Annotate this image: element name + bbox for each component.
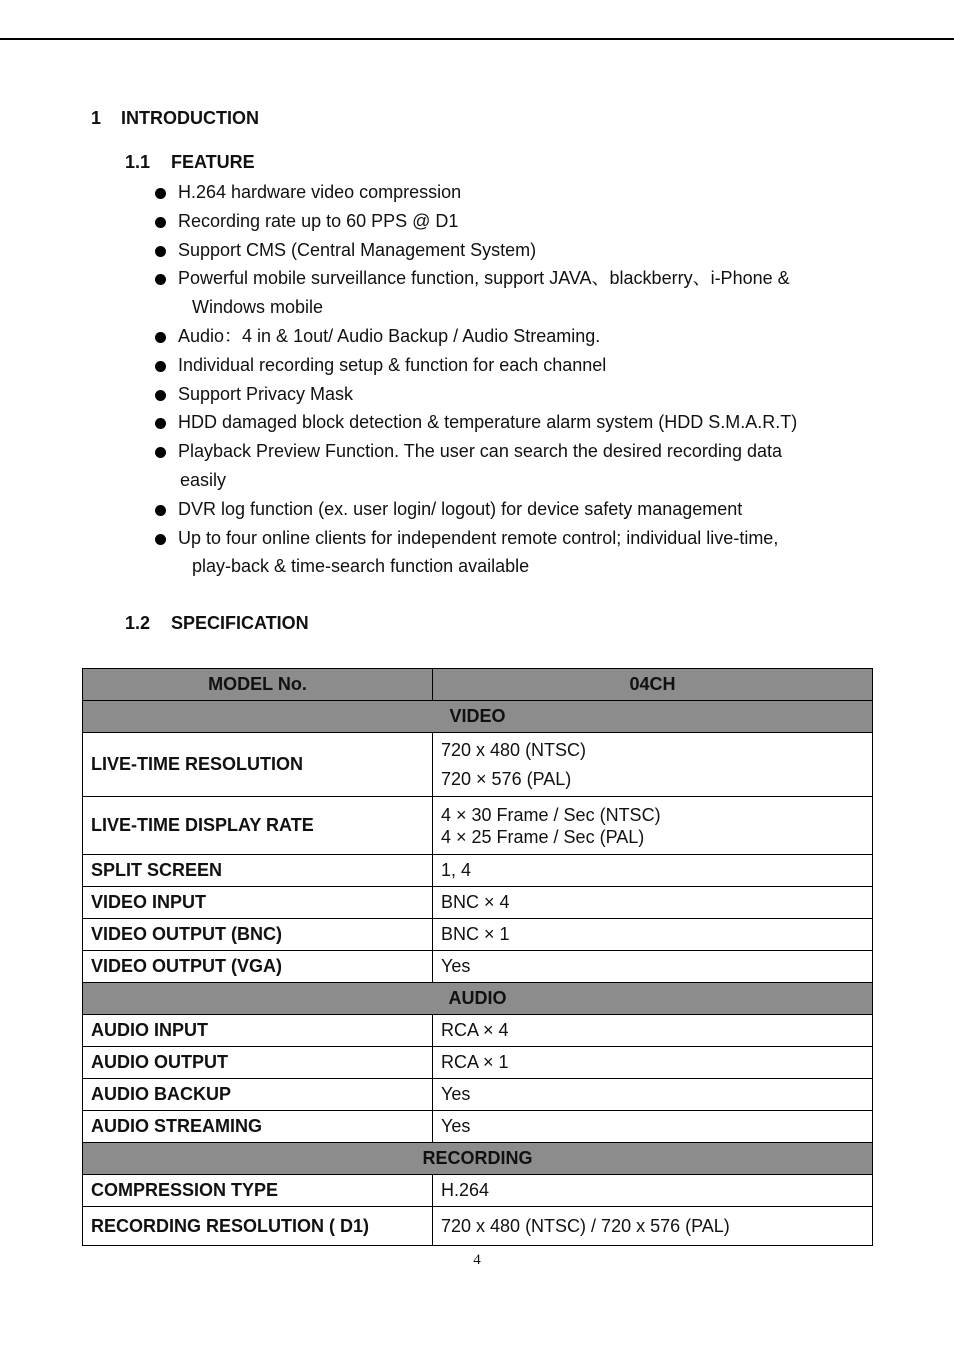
feature-item	[153, 264, 873, 322]
row-label: AUDIO INPUT	[83, 1015, 433, 1047]
bullet-icon	[155, 534, 166, 545]
feature-item	[153, 495, 873, 524]
page-number: 4	[473, 1252, 481, 1268]
row-value	[433, 733, 873, 797]
table-row	[83, 887, 873, 919]
section-audio: AUDIO	[83, 983, 873, 1015]
row-label: SPLIT SCREEN	[83, 855, 433, 887]
feature-item-text: Up to four online clients for independent remote control; individual live-time,	[178, 527, 779, 548]
row-value-line: 720 × 576 (PAL)	[441, 768, 572, 789]
row-label: VIDEO OUTPUT (VGA)	[83, 951, 433, 983]
feature-item	[153, 380, 873, 409]
table-section-row	[83, 1143, 873, 1175]
section-recording: RECORDING	[83, 1143, 873, 1175]
row-label: LIVE-TIME DISPLAY RATE	[83, 797, 433, 855]
table-row	[83, 1015, 873, 1047]
bullet-icon	[155, 274, 166, 285]
feature-item-text: Audio：4 in & 1out/ Audio Backup / Audio Streaming.	[178, 325, 601, 346]
bullet-icon	[155, 217, 166, 228]
row-label: VIDEO OUTPUT (BNC)	[83, 919, 433, 951]
bullet-icon	[155, 246, 166, 257]
row-label: LIVE-TIME RESOLUTION	[83, 733, 433, 797]
header-rule	[0, 38, 954, 40]
feature-item	[153, 178, 873, 207]
row-value: BNC × 4	[433, 887, 873, 919]
feature-item-text: Powerful mobile surveillance function, support JAVA、blackberry、i-Phone &	[178, 268, 790, 289]
feature-item	[153, 437, 873, 495]
row-value: H.264	[433, 1175, 873, 1207]
feature-item-continuation: play-back & time-search function available	[192, 556, 530, 577]
table-row	[83, 919, 873, 951]
subsection-title: SPECIFICATION	[171, 613, 309, 633]
row-value: Yes	[433, 1079, 873, 1111]
table-row	[83, 1111, 873, 1143]
section-video: VIDEO	[83, 701, 873, 733]
table-row	[83, 1079, 873, 1111]
subsection-number: 1.1	[125, 152, 151, 172]
feature-item	[153, 207, 873, 236]
feature-item-text: Support Privacy Mask	[178, 383, 354, 404]
feature-item	[153, 351, 873, 380]
subsection-number: 1.2	[125, 613, 151, 633]
feature-item-continuation: easily	[180, 469, 227, 490]
feature-item-continuation: Windows mobile	[192, 297, 324, 318]
table-row	[83, 951, 873, 983]
row-label: RECORDING RESOLUTION ( D1)	[83, 1207, 433, 1246]
table-row	[83, 797, 873, 855]
section-number: 1	[91, 108, 102, 128]
row-label: AUDIO OUTPUT	[83, 1047, 433, 1079]
section-title: INTRODUCTION	[121, 108, 259, 128]
table-section-row	[83, 983, 873, 1015]
table-row	[83, 1207, 873, 1246]
row-label: AUDIO STREAMING	[83, 1111, 433, 1143]
row-value-line: 720 x 480 (NTSC)	[441, 739, 587, 760]
bullet-icon	[155, 505, 166, 516]
feature-item-text: DVR log function (ex. user login/ logout) for device safety management	[178, 498, 743, 519]
row-value-line: 4 × 30 Frame / Sec (NTSC)	[441, 804, 661, 825]
row-value: BNC × 1	[433, 919, 873, 951]
row-value-line: 4 × 25 Frame / Sec (PAL)	[441, 826, 645, 847]
feature-item-text: Individual recording setup & function for each channel	[178, 354, 607, 375]
row-value: Yes	[433, 951, 873, 983]
table-section-row	[83, 701, 873, 733]
header-channels: 04CH	[433, 669, 873, 701]
row-label: AUDIO BACKUP	[83, 1079, 433, 1111]
table-row	[83, 855, 873, 887]
bullet-icon	[155, 447, 166, 458]
bullet-icon	[155, 188, 166, 199]
row-label: VIDEO INPUT	[83, 887, 433, 919]
feature-item-text: Support CMS (Central Management System)	[178, 239, 537, 260]
row-value: RCA × 1	[433, 1047, 873, 1079]
table-row	[83, 733, 873, 797]
row-value: Yes	[433, 1111, 873, 1143]
row-value	[433, 797, 873, 855]
row-value: 720 x 480 (NTSC) / 720 x 576 (PAL)	[433, 1207, 873, 1246]
table-header-row	[83, 669, 873, 701]
row-value: 1, 4	[433, 855, 873, 887]
subsection-heading-feature	[125, 152, 255, 173]
feature-item-text: Playback Preview Function. The user can search the desired recording data	[178, 441, 782, 462]
specification-table	[82, 668, 873, 1246]
subsection-title: FEATURE	[171, 152, 255, 172]
bullet-icon	[155, 390, 166, 401]
feature-item-text: HDD damaged block detection & temperature alarm system (HDD S.M.A.R.T)	[178, 412, 798, 433]
feature-item-text: H.264 hardware video compression	[178, 182, 462, 202]
feature-item	[153, 322, 873, 351]
bullet-icon	[155, 361, 166, 372]
subsection-heading-specification	[125, 613, 309, 634]
bullet-icon	[155, 418, 166, 429]
section-heading-introduction	[91, 108, 259, 129]
row-value: RCA × 4	[433, 1015, 873, 1047]
row-label: COMPRESSION TYPE	[83, 1175, 433, 1207]
feature-item	[153, 408, 873, 437]
table-row	[83, 1175, 873, 1207]
feature-item	[153, 524, 873, 582]
bullet-icon	[155, 332, 166, 343]
feature-item	[153, 236, 873, 265]
feature-list	[153, 178, 873, 581]
header-model-no: MODEL No.	[83, 669, 433, 701]
table-row	[83, 1047, 873, 1079]
feature-item-text: Recording rate up to 60 PPS @ D1	[178, 210, 459, 231]
